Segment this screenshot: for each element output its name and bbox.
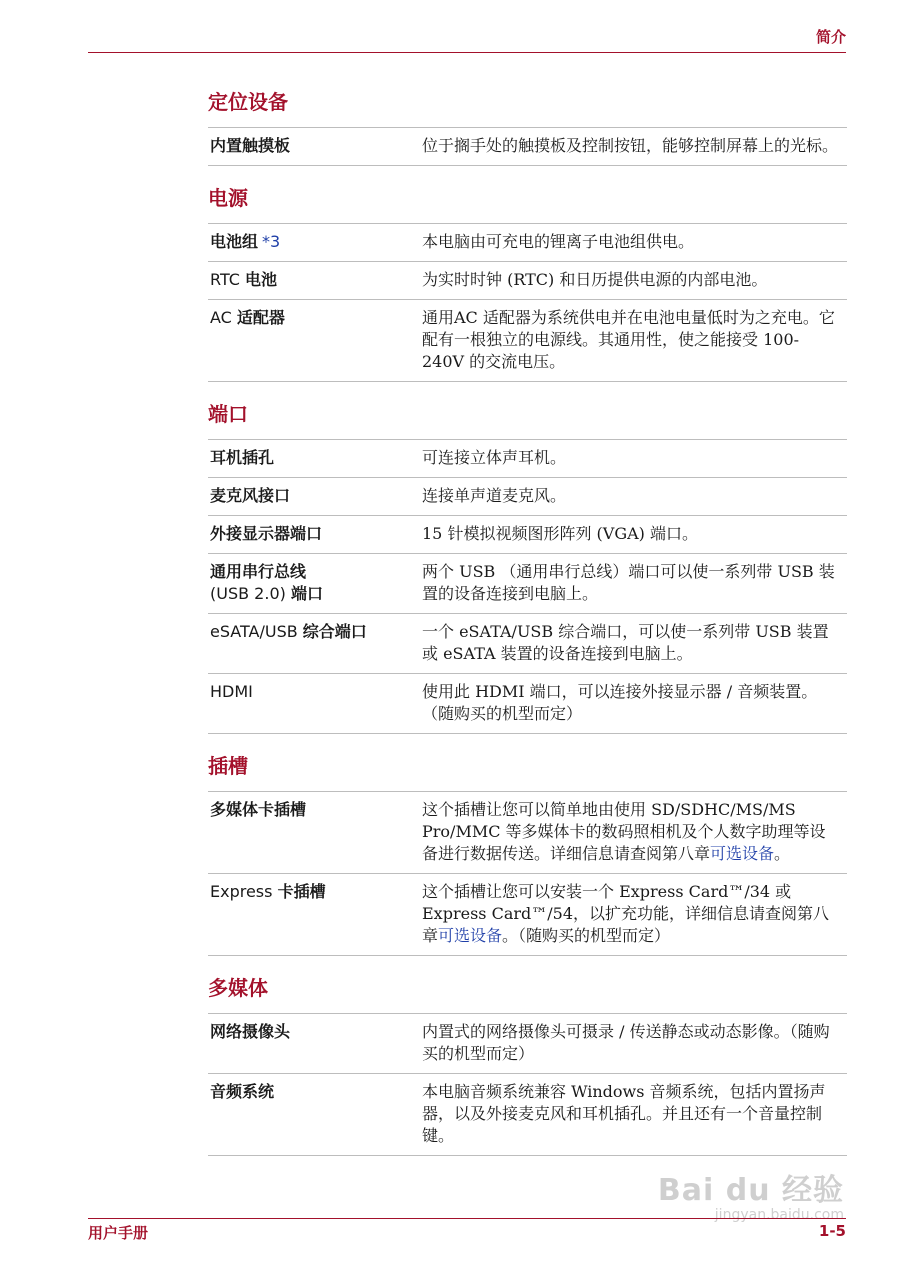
spec-desc: 内置式的网络摄像头可摄录 / 传送静态或动态影像。（随购买的机型而定）	[422, 1022, 830, 1063]
section-slots	[208, 734, 847, 956]
spec-desc: 使用此 HDMI 端口，可以连接外接显示器 / 音频装置。（随购买的机型而定）	[422, 682, 818, 723]
spec-desc: 本电脑音频系统兼容 Windows 音频系统，包括内置扬声器，以及外接麦克风和耳机插孔。并且还有一个音量控制键。	[422, 1082, 826, 1145]
section-title: 插槽	[208, 734, 847, 792]
spec-row	[208, 224, 847, 262]
spec-term	[208, 561, 422, 605]
spec-desc: 15 针模拟视频图形阵列 (VGA) 端口。	[422, 524, 698, 543]
spec-row	[208, 440, 847, 478]
section-title: 多媒体	[208, 956, 847, 1014]
spec-term	[208, 621, 422, 665]
spec-row	[208, 1074, 847, 1156]
running-header-title: 简介	[815, 28, 846, 46]
spec-term	[208, 307, 422, 373]
page-number: 1-5	[818, 1222, 846, 1240]
watermark-logo: Bai du 经验	[657, 1173, 844, 1208]
baidu-jingyan-watermark	[658, 1165, 844, 1223]
spec-desc: 连接单声道麦克风。	[422, 486, 567, 505]
spec-term: 麦克风接口	[210, 486, 291, 505]
spec-term: 音频系统	[210, 1082, 275, 1101]
spec-term-prefix: (USB 2.0)	[210, 584, 291, 603]
section-title: 端口	[208, 382, 847, 440]
spec-term-text: 电池组	[210, 232, 259, 251]
spec-term-text: 卡插槽	[277, 882, 326, 901]
spec-desc	[422, 799, 847, 865]
spec-desc-text: 这个插槽让您可以简单地由使用 SD/SDHC/MS/MS Pro/MMC 等多媒体卡的数码照相机及个人数字助理等设备进行数据传送。详细信息请查阅第八章	[422, 800, 826, 863]
optional-devices-link[interactable]: 可选设备	[438, 926, 503, 945]
spec-desc: 两个 USB （通用串行总线）端口可以使一系列带 USB 装置的设备连接到电脑上。	[422, 562, 835, 603]
spec-term: 外接显示器端口	[210, 524, 323, 543]
footer-manual-title: 用户手册	[88, 1224, 149, 1242]
spec-desc-text: 。	[774, 844, 791, 863]
spec-term-prefix: Express	[210, 882, 278, 901]
spec-term-prefix: eSATA/USB	[210, 622, 303, 641]
spec-term: 网络摄像头	[210, 1022, 291, 1041]
spec-desc: 通用AC 适配器为系统供电并在电池电量低时为之充电。它配有一根独立的电源线。其通用性，使之能接受 100-240V 的交流电压。	[422, 308, 835, 371]
spec-desc-text: 这个插槽让您可以安装一个 Express Card™/34 或 Express Card™/54，以扩充功能，详细信息请查阅第八章	[422, 882, 829, 945]
spec-row	[208, 262, 847, 300]
optional-devices-link[interactable]: 可选设备	[710, 844, 775, 863]
spec-row	[208, 478, 847, 516]
spec-term	[208, 269, 422, 291]
spec-term	[208, 881, 422, 947]
spec-desc: 为实时时钟 (RTC) 和日历提供电源的内部电池。	[422, 270, 768, 289]
section-pointing-device	[208, 80, 847, 166]
spec-desc: 可连接立体声耳机。	[422, 448, 567, 467]
section-title: 电源	[208, 166, 847, 224]
spec-desc	[422, 881, 847, 947]
spec-desc: 本电脑由可充电的锂离子电池组供电。	[422, 232, 695, 251]
spec-desc-text: 。（随购买的机型而定）	[502, 926, 671, 945]
spec-row	[208, 674, 847, 734]
spec-term	[208, 681, 422, 725]
spec-term-prefix: RTC	[210, 270, 246, 289]
spec-term-text: 电池	[245, 270, 278, 289]
section-ports	[208, 382, 847, 734]
spec-row	[208, 516, 847, 554]
spec-term-prefix: AC	[210, 308, 237, 327]
spec-term: 多媒体卡插槽	[210, 800, 307, 819]
spec-desc: 一个 eSATA/USB 综合端口，可以使一系列带 USB 装置或 eSATA 装置的设备连接到电脑上。	[422, 622, 829, 663]
spec-content	[208, 80, 847, 1156]
spec-row	[208, 300, 847, 382]
spec-row	[208, 792, 847, 874]
watermark-url: jingyan.baidu.com	[714, 1207, 844, 1223]
spec-term-text: 端口	[290, 584, 323, 603]
spec-row	[208, 128, 847, 166]
spec-desc: 位于搁手处的触摸板及控制按钮，能够控制屏幕上的光标。	[422, 136, 839, 155]
spec-term	[208, 231, 422, 253]
footer-rule	[88, 1218, 846, 1219]
section-title: 定位设备	[208, 80, 847, 128]
spec-term: 内置触摸板	[210, 136, 291, 155]
spec-term: 耳机插孔	[210, 448, 275, 467]
spec-term-text: 综合端口	[302, 622, 367, 641]
section-multimedia	[208, 956, 847, 1156]
section-power	[208, 166, 847, 382]
header-rule	[88, 52, 846, 53]
footnote-ref-link[interactable]: *3	[262, 232, 281, 251]
spec-row	[208, 874, 847, 956]
spec-row	[208, 1014, 847, 1074]
spec-row	[208, 614, 847, 674]
spec-row	[208, 554, 847, 614]
spec-term-prefix: HDMI	[210, 682, 253, 701]
spec-term-text: 适配器	[236, 308, 285, 327]
spec-term-text: 通用串行总线	[210, 562, 307, 581]
